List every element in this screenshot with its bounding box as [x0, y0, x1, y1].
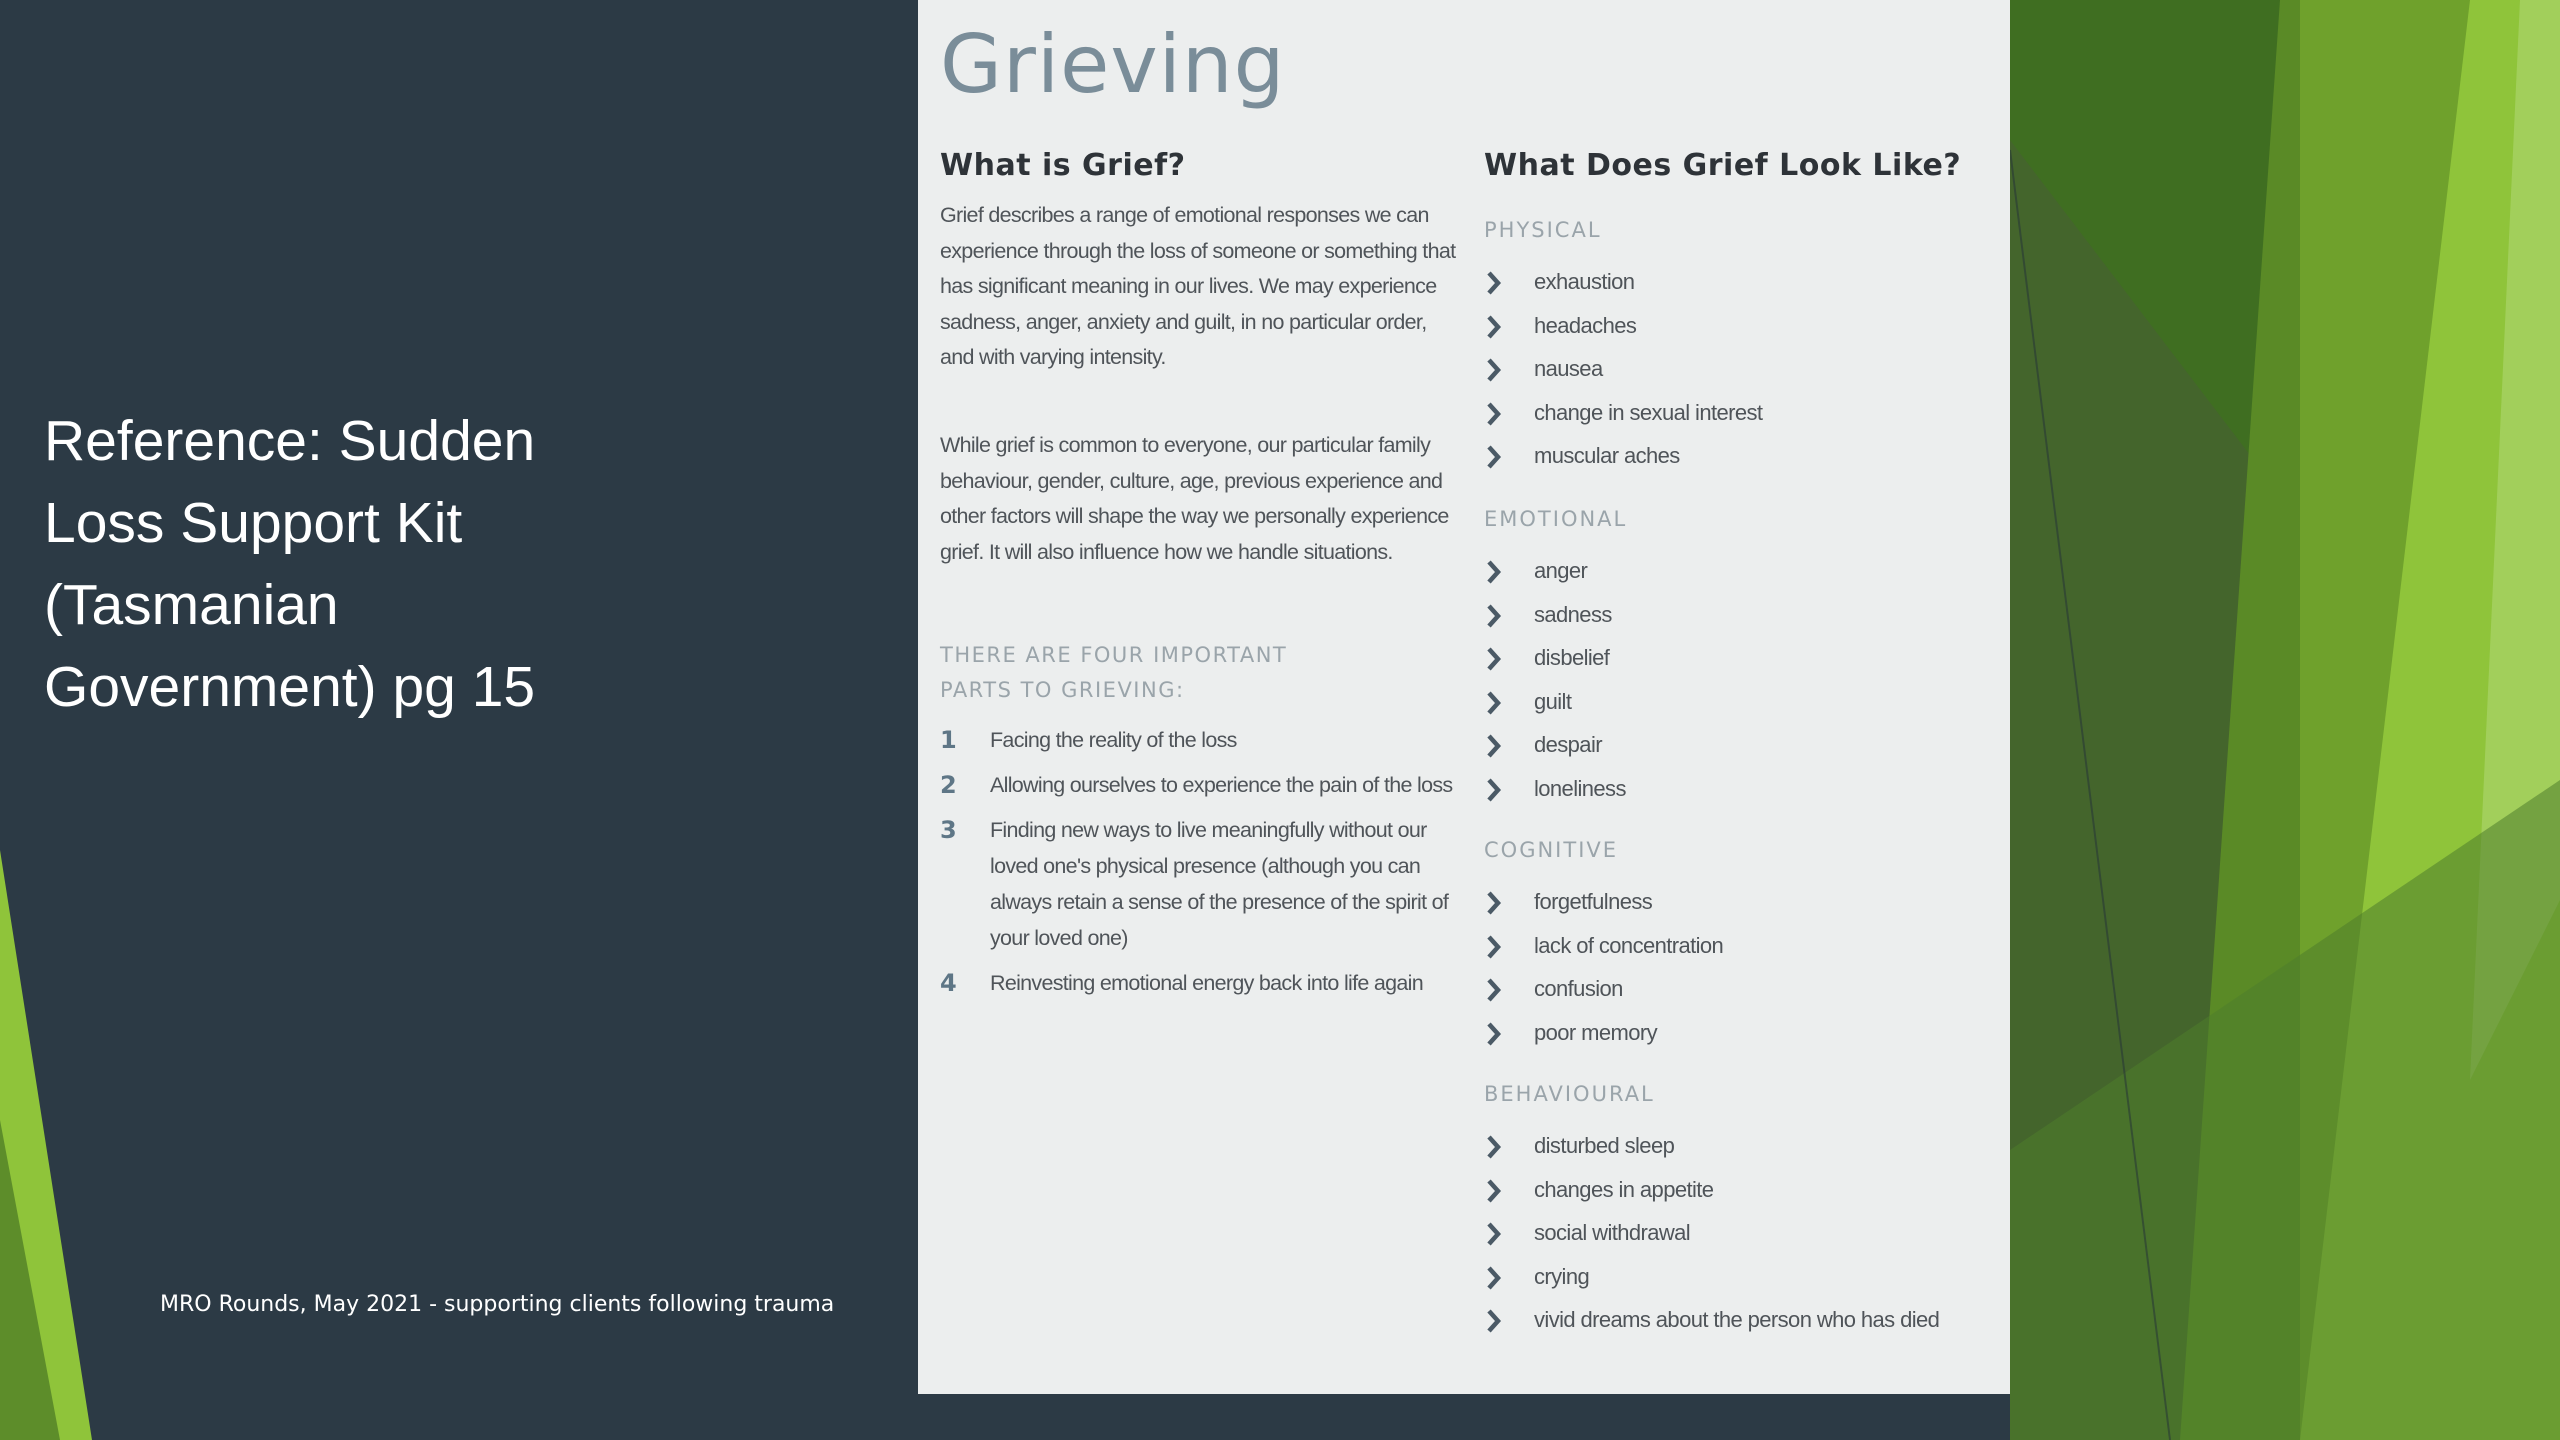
step-text: Facing the reality of the loss	[990, 728, 1237, 752]
list-item-text: muscular aches	[1534, 443, 1680, 468]
list-item-text: changes in appetite	[1534, 1176, 1714, 1202]
list-item	[1484, 308, 2004, 352]
list-item-text: headaches	[1534, 312, 1637, 338]
list-item	[1484, 1215, 2004, 1259]
parts-caption: THERE ARE FOUR IMPORTANT PARTS TO GRIEVING:	[940, 643, 1288, 702]
category-list	[1484, 264, 2004, 482]
chevron-right-icon	[1484, 603, 1504, 629]
list-item-text: nausea	[1534, 356, 1603, 381]
chevron-right-icon	[1484, 1265, 1504, 1291]
list-item-text: vivid dreams about the person who has died	[1534, 1307, 1940, 1332]
list-item	[1484, 1302, 2004, 1346]
chevron-right-icon	[1484, 444, 1504, 470]
step-item	[940, 722, 1460, 758]
list-item	[1484, 771, 2004, 815]
chevron-right-icon	[1484, 1308, 1504, 1334]
step-number: 1	[940, 726, 957, 754]
chevron-right-icon	[1484, 1021, 1504, 1047]
chevron-right-icon	[1484, 890, 1504, 916]
list-item	[1484, 438, 2004, 482]
step-item	[940, 965, 1460, 1001]
chevron-right-icon	[1484, 357, 1504, 383]
chevron-right-icon	[1484, 777, 1504, 803]
step-item	[940, 812, 1460, 956]
slide-footer: MRO Rounds, May 2021 - supporting clients following trauma	[160, 1292, 835, 1317]
list-item-text: poor memory	[1534, 1019, 1657, 1045]
chevron-right-icon	[1484, 977, 1504, 1003]
chevron-right-icon	[1484, 401, 1504, 427]
grief-definition-paragraph: Grief describes a range of emotional responses we can experience through the loss of someone or something that has significant meaning in our lives. We may experience sadness, anger, anxiety and guilt, in no particular order, and with varying intensity.	[940, 203, 1456, 369]
list-item-text: sadness	[1534, 601, 1612, 627]
list-item-text: exhaustion	[1534, 269, 1635, 294]
category-label-behavioural: BEHAVIOURAL	[1484, 1082, 1655, 1106]
category-label-emotional: EMOTIONAL	[1484, 507, 1628, 531]
list-item-text: lack of concentration	[1534, 932, 1724, 958]
step-text: Allowing ourselves to experience the pain of the loss	[990, 773, 1453, 797]
left-heading: What is Grief?	[940, 148, 1186, 183]
list-item-text: confusion	[1534, 976, 1623, 1001]
right-heading: What Does Grief Look Like?	[1484, 148, 1962, 183]
chevron-right-icon	[1484, 270, 1504, 296]
category-label-physical: PHYSICAL	[1484, 218, 1602, 242]
step-text: Finding new ways to live meaningfully without our loved one's physical presence (although you can always retain a sense of the presence of the spirit of your loved one)	[990, 818, 1449, 950]
step-item	[940, 767, 1460, 803]
document-image	[918, 0, 2010, 1394]
step-number: 4	[940, 969, 957, 997]
list-item-text: crying	[1534, 1263, 1590, 1289]
list-item	[1484, 395, 2004, 439]
chevron-right-icon	[1484, 733, 1504, 759]
list-item-text: social withdrawal	[1534, 1220, 1691, 1245]
list-item	[1484, 971, 2004, 1015]
list-item	[1484, 727, 2004, 771]
list-item	[1484, 264, 2004, 308]
list-item-text: forgetfulness	[1534, 889, 1653, 914]
list-item	[1484, 1172, 2004, 1216]
category-list	[1484, 553, 2004, 814]
list-item-text: anger	[1534, 558, 1588, 583]
steps-list	[940, 722, 1460, 1010]
list-item	[1484, 1128, 2004, 1172]
chevron-right-icon	[1484, 690, 1504, 716]
list-item	[1484, 351, 2004, 395]
chevron-right-icon	[1484, 1221, 1504, 1247]
list-item	[1484, 1015, 2004, 1059]
reference-title: Reference: Sudden Loss Support Kit (Tasmanian Government) pg 15	[44, 409, 536, 719]
category-list	[1484, 884, 2004, 1058]
chevron-right-icon	[1484, 1178, 1504, 1204]
chevron-right-icon	[1484, 559, 1504, 585]
list-item	[1484, 684, 2004, 728]
chevron-right-icon	[1484, 1134, 1504, 1160]
list-item	[1484, 553, 2004, 597]
chevron-right-icon	[1484, 314, 1504, 340]
document-title: Grieving	[940, 18, 1286, 111]
list-item	[1484, 640, 2004, 684]
list-item-text: guilt	[1534, 688, 1572, 714]
list-item-text: change in sexual interest	[1534, 399, 1763, 425]
list-item	[1484, 1259, 2004, 1303]
list-item-text: disturbed sleep	[1534, 1133, 1675, 1158]
list-item	[1484, 884, 2004, 928]
list-item	[1484, 597, 2004, 641]
list-item-text: despair	[1534, 732, 1602, 757]
list-item-text: disbelief	[1534, 645, 1610, 670]
step-number: 2	[940, 771, 957, 799]
chevron-right-icon	[1484, 646, 1504, 672]
step-text: Reinvesting emotional energy back into life again	[990, 971, 1424, 995]
list-item	[1484, 928, 2004, 972]
list-item-text: loneliness	[1534, 775, 1626, 801]
category-label-cognitive: COGNITIVE	[1484, 838, 1619, 862]
category-list	[1484, 1128, 2004, 1346]
chevron-right-icon	[1484, 934, 1504, 960]
grief-influence-paragraph: While grief is common to everyone, our particular family behaviour, gender, culture, age, previous experience and other factors will shape the way we personally experience grief. It will also influence how we handle situations.	[940, 433, 1449, 564]
step-number: 3	[940, 816, 957, 844]
